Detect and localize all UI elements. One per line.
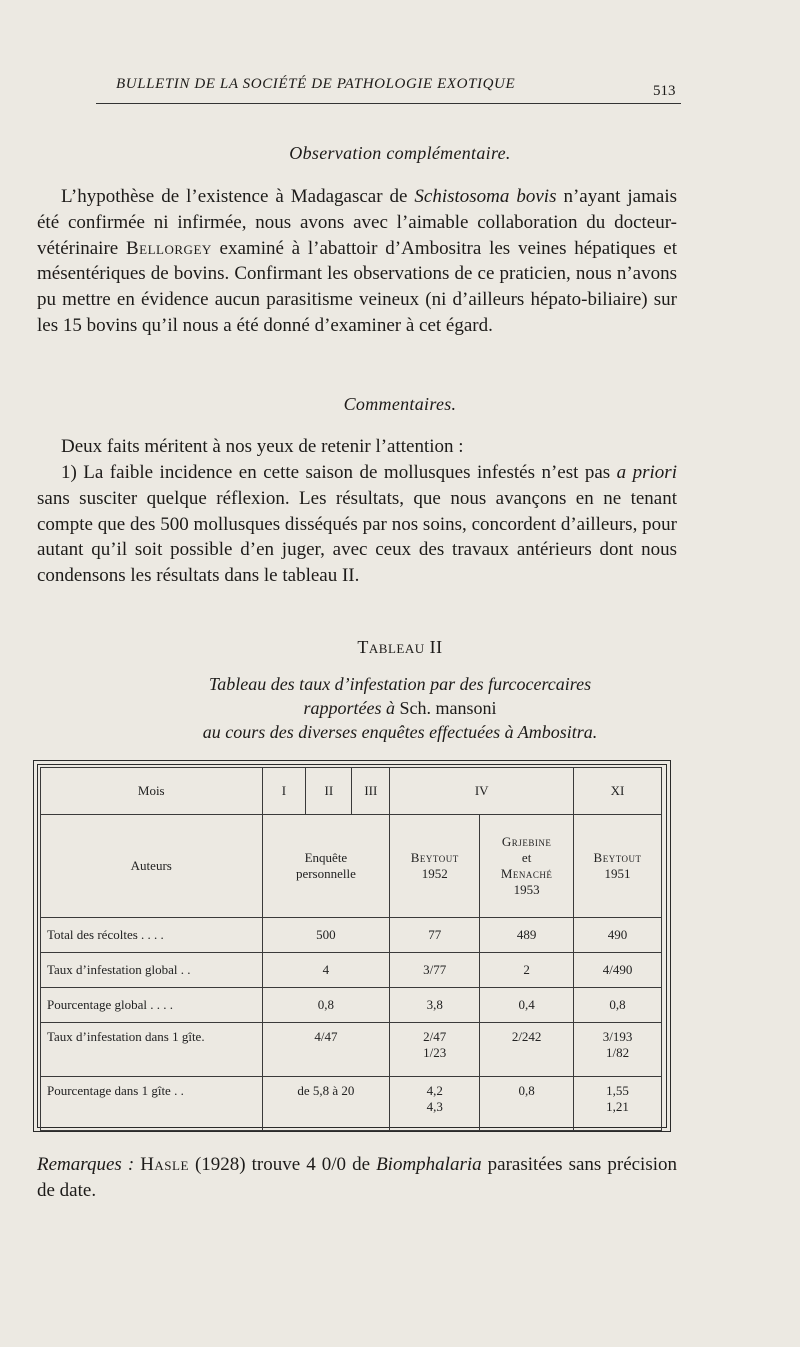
author-line: 1952: [421, 866, 448, 881]
commentaires-intro: [37, 434, 677, 460]
author-line: personnelle: [295, 866, 356, 881]
value-cell: [574, 1023, 662, 1077]
value-cell: 4: [262, 953, 390, 988]
table-title-species: Sch. mansoni: [399, 698, 497, 718]
value-cell: 0,8: [262, 988, 390, 1023]
month-cell: XI: [574, 768, 662, 815]
value-cell: 3/77: [390, 953, 480, 988]
commentaires-intro-text: Deux faits méritent à nos yeux de retenir l’attention :: [61, 436, 464, 457]
a-priori: a priori: [616, 462, 677, 483]
table-row: [41, 1077, 662, 1131]
observation-paragraph: [37, 184, 677, 339]
value-cell: 489: [480, 918, 574, 953]
table-title-line-3: au cours des diverses enquêtes effectuées à Ambositra.: [202, 722, 598, 742]
author-line: 1951: [604, 866, 631, 881]
value-cell: 0,8: [480, 1077, 574, 1131]
value-line: 1,55: [606, 1083, 629, 1098]
commentaires-text-a: 1) La faible incidence en cette saison de mollusques infestés n’est pas: [61, 462, 617, 483]
row-label: Taux d’infestation dans 1 gîte.: [41, 1023, 263, 1077]
commentaires-heading: Commentaires.: [343, 394, 457, 414]
remarques-genus: Biomphalaria: [376, 1154, 482, 1175]
row-label: Taux d’infestation global . .: [41, 953, 263, 988]
author-cell: [480, 815, 574, 918]
value-cell: 2: [480, 953, 574, 988]
value-cell: 3,8: [390, 988, 480, 1023]
table-title-line-2: [0, 696, 800, 720]
value-cell: 77: [390, 918, 480, 953]
observation-text-c: examiné à l’abattoir d’Ambositra les veines hépatiques et mésentériques de bovins. Confirmant les observations de ce praticien, nous n’avons pu mettre en évidence aucun parasitisme veineux (ni d’ailleurs hépato-biliaire) sur les 15 bovins qu’il nous a été donné d’examiner à cet égard.: [37, 237, 677, 336]
value-line: 4,3: [426, 1099, 443, 1114]
table-row: [41, 953, 662, 988]
running-head: BULLETIN DE LA SOCIÉTÉ DE PATHOLOGIE EXOTIQUE: [116, 76, 516, 92]
author-name: Bellorgey: [126, 237, 212, 259]
value-cell: [390, 1077, 480, 1131]
value-cell: [574, 1077, 662, 1131]
commentaires-text-b: sans susciter quelque réflexion. Les résultats, que nous avançons en ne tenant compte que des 500 mollusques disséqués par nos soins, concordent d’ailleurs, pour autant qu’il soit possible d’en juger, avec ceux des travaux antérieurs dont nous condensons les résultats dans le tableau II.: [37, 487, 677, 587]
observation-heading: Observation complémentaire.: [289, 143, 511, 163]
mois-label: Mois: [41, 768, 263, 815]
author-line: Grjebine: [501, 834, 552, 849]
table-row: [41, 1023, 662, 1077]
month-cell: III: [352, 768, 390, 815]
value-line: 4,2: [426, 1083, 443, 1098]
commentaires-paragraph: [37, 460, 677, 589]
month-cell: I: [262, 768, 306, 815]
remarques-text-a: (1928) trouve 4 0/0 de: [188, 1154, 377, 1175]
value-cell: 490: [574, 918, 662, 953]
infestation-table: [40, 767, 662, 1131]
author-line: 1953: [513, 882, 540, 897]
value-cell: 0,8: [574, 988, 662, 1023]
author-cell: [390, 815, 480, 918]
header-rule: [96, 103, 681, 104]
auteurs-label: Auteurs: [41, 815, 263, 918]
value-line: 1/23: [423, 1045, 447, 1060]
table-row: [41, 988, 662, 1023]
observation-text-b: n’ayant jamais été confirmée ni infirmée, nous avons avec l’aimable collaboration du docteur-vétérinaire: [37, 186, 677, 259]
table-caption: Tableau II: [357, 637, 443, 657]
value-line: 2/47: [423, 1029, 447, 1044]
row-label: Total des récoltes . . . .: [41, 918, 263, 953]
value-cell: [390, 1023, 480, 1077]
observation-text-a: L’hypothèse de l’existence à Madagascar de: [61, 186, 415, 207]
value-line: 1,21: [606, 1099, 629, 1114]
author-line: Menaché: [500, 866, 553, 881]
author-line: Beytout: [593, 850, 642, 865]
value-cell: 2/242: [480, 1023, 574, 1077]
month-cell: IV: [390, 768, 574, 815]
remarques-label: Remarques :: [37, 1154, 135, 1175]
remarques-text-b: parasitées sans précision de date.: [37, 1154, 678, 1201]
value-cell: 0,4: [480, 988, 574, 1023]
value-cell: 4/490: [574, 953, 662, 988]
table-row: [41, 768, 662, 815]
value-line: 3/193: [602, 1029, 633, 1044]
table-title-text: rapportées à: [303, 698, 400, 718]
value-cell: 500: [262, 918, 390, 953]
remarques-paragraph: [37, 1152, 677, 1204]
month-cell: II: [306, 768, 352, 815]
author-line: Beytout: [410, 850, 459, 865]
row-label: Pourcentage global . . . .: [41, 988, 263, 1023]
row-label: Pourcentage dans 1 gîte . .: [41, 1077, 263, 1131]
species-name: Schistosoma bovis: [414, 186, 557, 207]
table-title-line-1: Tableau des taux d’infestation par des furcocercaires: [208, 674, 592, 694]
author-cell: [574, 815, 662, 918]
author-line: et: [521, 850, 532, 865]
remarques-author: Hasle: [140, 1154, 189, 1175]
value-cell: de 5,8 à 20: [262, 1077, 390, 1131]
page-number: 513: [653, 83, 676, 99]
author-line: Enquête: [304, 850, 348, 865]
table-row: [41, 918, 662, 953]
value-line: 1/82: [605, 1045, 630, 1060]
author-cell: [262, 815, 390, 918]
table-row: [41, 815, 662, 918]
value-cell: 4/47: [262, 1023, 390, 1077]
